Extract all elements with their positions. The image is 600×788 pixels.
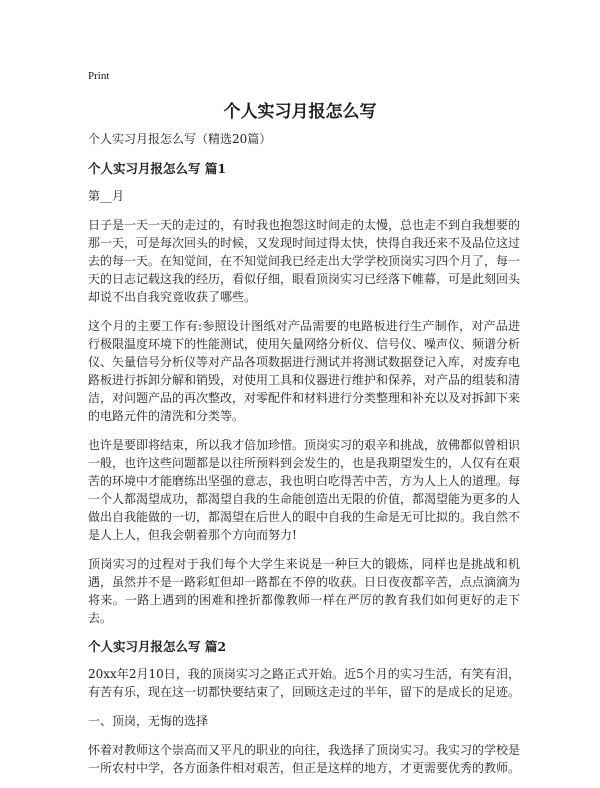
section-1-paragraph: 也许是要即将结束，所以我才倍加珍惜。顶岗实习的艰辛和挑战，放佛都似曾相识一般，也许这些问题都是以往所预料到会发生的，也是我期望发生的，人仅有在艰苦的环境中才能磨练出坚强的意志，我也明白吃得苦中苦，方为人上人的道理。每一个人都渴望成功，都渴望自我的生命能创造出无限的价值，都渴望能为更多的人做出自我能做的一切，都渴望在后世人的眼中自我的生命是无可比拟的。我自然不是人上人，但我会朝着那个方向而努力! — [88, 438, 521, 542]
section-1-paragraph: 这个月的主要工作有:参照设计图纸对产品需要的电路板进行生产制作，对产品进行极限温度环境下的性能测试，使用矢量网络分析仪、信号仪、噪声仪、频谱分析仪、矢量信号分析仪等对产品各项数据进行测试并将测试数据登记入库，对废弃电路板进行拆卸分解和销毁，对使用工具和仪器进行维护和保养，对产品的组装和清洁，对问题产品的再次整改，对零配件和材料进行分类整理和补充以及对拆卸下来的电路元件的清洗和分类等。 — [88, 319, 521, 423]
document-subtitle: 个人实习月报怎么写（精选20篇） — [88, 132, 272, 146]
section-2-paragraph: 怀着对教师这个崇高而又平凡的职业的向往，我选择了顶岗实习。我实习的学校是一所农村中学，各方面条件相对艰苦，但正是这样的地方，才更需要优秀的教师。 — [88, 743, 521, 775]
document-body — [88, 130, 520, 788]
section-heading: 个人实习月报怎么写 篇2 — [88, 639, 227, 654]
section-heading: 个人实习月报怎么写 篇1 — [88, 161, 227, 176]
section-1 — [88, 160, 520, 627]
section-2-paragraph: 20xx年2月10日，我的顶岗实习之路正式开始。近5个月的实习生活，有笑有泪，有苦有乐，现在这一切都快要结束了，回顾这走过的半年，留下的是成长的足迹。 — [88, 667, 521, 699]
section-1-paragraph: 日子是一天一天的走过的，有时我也抱怨这时间走的太慢，总也走不到自我想要的那一天，可是每次回头的时候，又发现时间过得太快，快得自我还来不及品位这过去的每一天。在知觉间，在不知觉间我已经走出大学学校顶岗实习四个月了，每一天的日志记载这我的经历，看似仔细，眼看顶岗实习已经落下帷幕，可是此刻回头却说不出自我究竟收获了哪些。 — [88, 218, 521, 304]
print-label[interactable]: Print — [88, 70, 110, 82]
document-title: 个人实习月报怎么写 — [223, 102, 377, 122]
section-1-paragraph: 顶岗实习的过程对于我们每个大学生来说是一种巨大的锻炼，同样也是挑战和机遇，虽然并不是一路彩虹但却一路都在不停的收获。日日夜夜都辛苦，点点滴滴为将来。一路上遇到的困难和挫折都像教师一样在严厉的教育我们如何更好的走下去。 — [88, 557, 521, 625]
section-1-paragraph-month: 第__月 — [88, 189, 125, 203]
section-2 — [88, 638, 520, 777]
section-2-subheading: 一、顶岗，无悔的选择 — [88, 714, 209, 728]
